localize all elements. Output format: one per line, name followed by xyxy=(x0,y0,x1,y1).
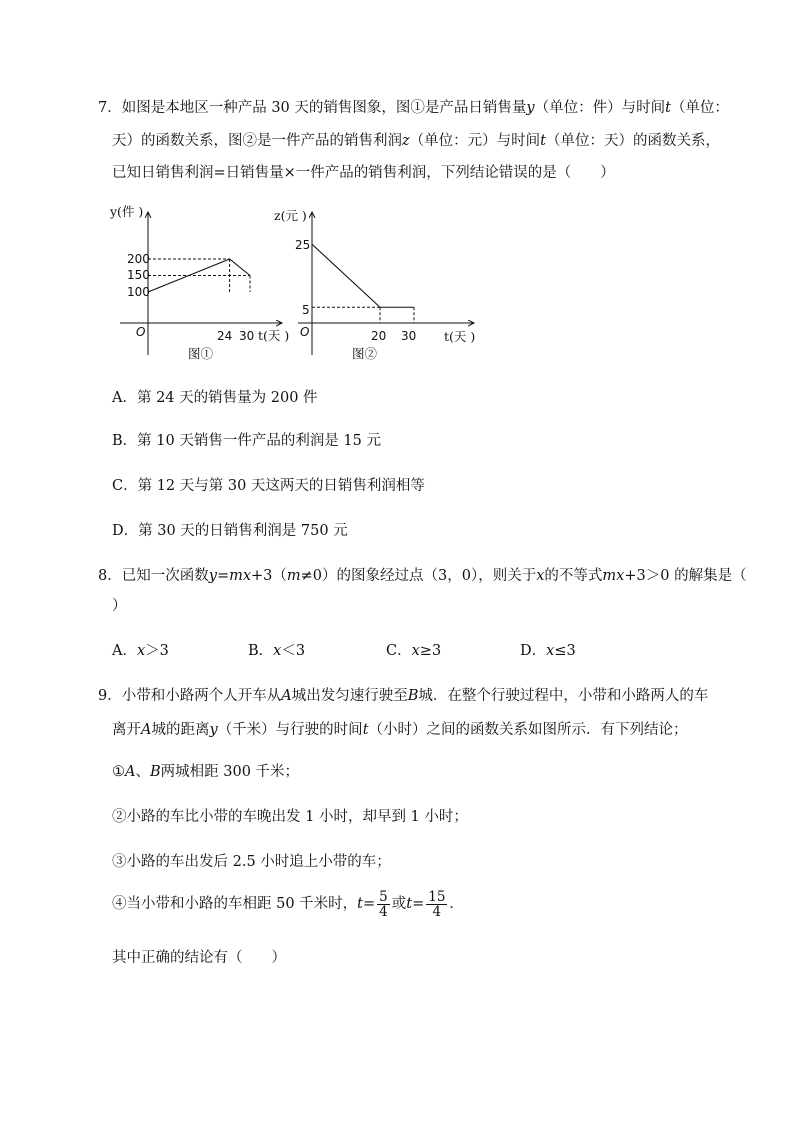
q7-option-c[interactable]: C．第 12 天与第 30 天这两天的日销售利润相等 xyxy=(112,478,425,494)
q7-stem-line1: 7．如图是本地区一种产品 30 天的销售图象，图①是产品日销售量y（单位：件）与时间t（单位： xyxy=(98,100,729,116)
fig2-caption: 图② xyxy=(352,346,378,361)
q8-stem-line2: ） xyxy=(112,598,127,614)
fig1-x-axis-label: t(天 ) xyxy=(258,328,290,343)
fig2-ytick-5: 5 xyxy=(302,303,310,317)
q9-statement-1: ①A、B两城相距 300 千米； xyxy=(112,764,300,780)
fig2-xtick-20: 20 xyxy=(371,329,387,343)
fig2-y-axis-label: z(元 ) xyxy=(274,208,307,223)
q7-option-b[interactable]: B．第 10 天销售一件产品的利润是 15 元 xyxy=(112,433,381,449)
fraction-5-4: $\frac{5}{4}$ xyxy=(379,889,388,921)
q8-option-b[interactable]: B．x＜3 xyxy=(248,643,306,659)
q9-stem-line2: 离开A城的距离y（千米）与行驶的时间t（小时）之间的函数关系如图所示．有下列结论； xyxy=(112,722,688,738)
var-t: t xyxy=(540,133,546,149)
var-y: y xyxy=(526,100,535,116)
fig2-origin: O xyxy=(300,325,310,339)
q8-option-c[interactable]: C．x≥3 xyxy=(386,643,442,659)
fig1-caption: 图① xyxy=(188,346,214,361)
var-t: t xyxy=(665,100,671,116)
q9-question-ask: 其中正确的结论有（ ） xyxy=(112,950,286,966)
fig2-series-line xyxy=(312,244,414,307)
q9-statement-3: ③小路的车出发后 2.5 小时追上小带的车； xyxy=(112,854,391,870)
q9-stem-line1: 9．小带和小路两个人开车从A城出发匀速行驶至B城．在整个行驶过程中，小带和小路两人的车 xyxy=(98,688,709,704)
fig2-xtick-30: 30 xyxy=(401,329,417,343)
q7-stem-line2: 天）的函数关系，图②是一件产品的销售利润z（单位：元）与时间t（单位：天）的函数关系， xyxy=(112,133,720,149)
fig2-ytick-25: 25 xyxy=(295,238,311,252)
fig2-x-axis-label: t(天 ) xyxy=(444,329,476,344)
fig1-y-axis-label: y(件 ) xyxy=(110,204,144,219)
fig1-guide-lines xyxy=(148,259,250,292)
fig2-guide-lines xyxy=(312,307,414,323)
var-z: z xyxy=(402,133,410,149)
q9-statement-2: ②小路的车比小带的车晚出发 1 小时，却早到 1 小时； xyxy=(112,809,468,825)
q8-stem-line1: 8．已知一次函数y=mx+3（m≠0）的图象经过点（3，0），则关于x的不等式mx+3＞0 的解集是（ xyxy=(98,568,747,584)
fig1-xtick-30: 30 xyxy=(239,329,255,343)
fig1-ytick-200: 200 xyxy=(127,252,150,266)
q7-option-a[interactable]: A．第 24 天的销售量为 200 件 xyxy=(112,390,318,406)
fig1-ytick-150: 150 xyxy=(127,268,150,282)
fig1-xtick-24: 24 xyxy=(217,329,233,343)
q9-statement-4: ④当小带和小路的车相距 50 千米时，t= $\frac{5}{4}$ 或t= $\frac{15}{4}$ ． xyxy=(112,889,464,921)
figure-2-chart xyxy=(274,200,478,370)
q8-option-d[interactable]: D．x≤3 xyxy=(520,643,576,659)
q8-option-a[interactable]: A．x＞3 xyxy=(112,643,169,659)
fig1-origin: O xyxy=(136,325,146,339)
fig1-ytick-100: 100 xyxy=(127,285,150,299)
fraction-15-4: $\frac{15}{4}$ xyxy=(428,889,446,921)
q7-stem-line3: 已知日销售利润=日销售量×一件产品的销售利润，下列结论错误的是（ ） xyxy=(112,165,615,181)
q7-option-d[interactable]: D．第 30 天的日销售利润是 750 元 xyxy=(112,523,348,539)
